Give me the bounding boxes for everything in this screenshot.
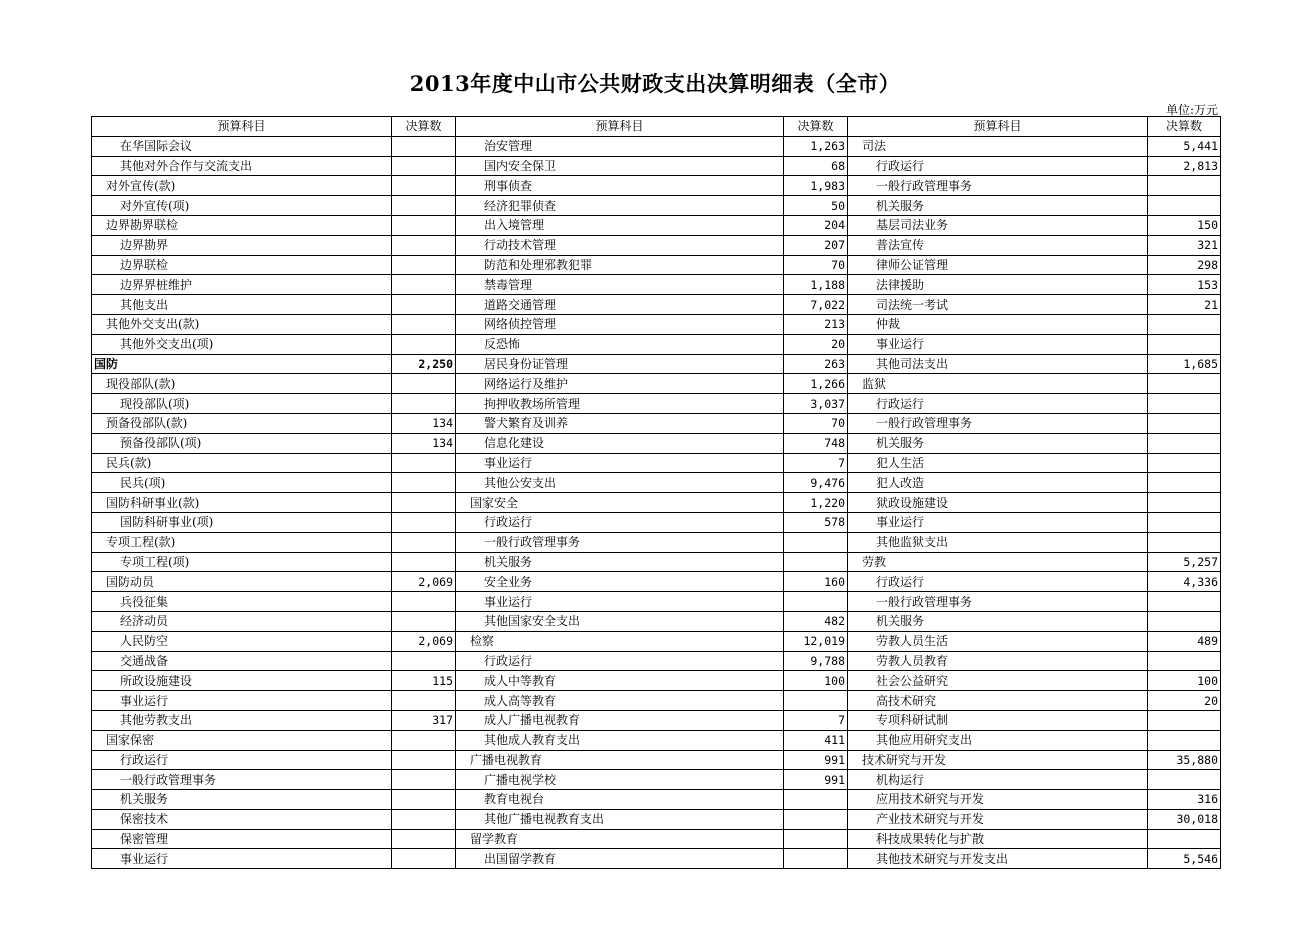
table-row — [92, 532, 1221, 552]
subject-cell: 行政运行 — [456, 512, 784, 532]
amount-cell — [1148, 473, 1221, 493]
subject-cell: 民兵(项) — [92, 473, 392, 493]
subject-cell: 警犬繁育及训养 — [456, 413, 784, 433]
subject-cell: 一般行政管理事务 — [92, 770, 392, 790]
table-row — [92, 710, 1221, 730]
subject-cell: 其他支出 — [92, 295, 392, 315]
subject-cell: 现役部队(项) — [92, 394, 392, 414]
amount-cell: 160 — [784, 572, 848, 592]
subject-cell: 所政设施建设 — [92, 671, 392, 691]
subject-cell: 一般行政管理事务 — [848, 176, 1148, 196]
table-row — [92, 651, 1221, 671]
amount-cell — [392, 334, 456, 354]
table-row — [92, 849, 1221, 869]
subject-cell: 安全业务 — [456, 572, 784, 592]
subject-cell: 边界勘界 — [92, 235, 392, 255]
table-row — [92, 592, 1221, 612]
amount-cell — [392, 691, 456, 711]
table-row — [92, 196, 1221, 216]
subject-cell: 其他广播电视教育支出 — [456, 809, 784, 829]
table-row — [92, 770, 1221, 790]
amount-cell — [1148, 334, 1221, 354]
subject-cell: 行政运行 — [848, 394, 1148, 414]
amount-cell — [392, 453, 456, 473]
table-row — [92, 473, 1221, 493]
subject-cell: 普法宣传 — [848, 235, 1148, 255]
subject-cell: 成人中等教育 — [456, 671, 784, 691]
subject-cell: 信息化建设 — [456, 433, 784, 453]
subject-cell: 对外宣传(款) — [92, 176, 392, 196]
amount-cell: 482 — [784, 611, 848, 631]
header-amount-1: 决算数 — [392, 117, 456, 137]
unit-label: 单位:万元 — [1165, 103, 1218, 117]
subject-cell: 行动技术管理 — [456, 235, 784, 255]
table-row — [92, 493, 1221, 513]
amount-cell — [1148, 592, 1221, 612]
subject-cell: 产业技术研究与开发 — [848, 809, 1148, 829]
subject-cell: 其他对外合作与交流支出 — [92, 156, 392, 176]
amount-cell: 263 — [784, 354, 848, 374]
amount-cell — [392, 275, 456, 295]
table-row — [92, 730, 1221, 750]
subject-cell: 边界联检 — [92, 255, 392, 275]
amount-cell — [392, 611, 456, 631]
subject-cell: 预备役部队(项) — [92, 433, 392, 453]
amount-cell — [1148, 196, 1221, 216]
subject-cell: 基层司法业务 — [848, 215, 1148, 235]
subject-cell: 刑事侦查 — [456, 176, 784, 196]
subject-cell: 技术研究与开发 — [848, 750, 1148, 770]
amount-cell — [392, 394, 456, 414]
amount-cell — [1148, 770, 1221, 790]
amount-cell — [1148, 829, 1221, 849]
amount-cell: 20 — [1148, 691, 1221, 711]
amount-cell — [392, 314, 456, 334]
subject-cell: 机构运行 — [848, 770, 1148, 790]
amount-cell — [784, 552, 848, 572]
subject-cell: 机关服务 — [92, 790, 392, 810]
amount-cell: 35,880 — [1148, 750, 1221, 770]
subject-cell: 机关服务 — [848, 433, 1148, 453]
amount-cell — [392, 136, 456, 156]
amount-cell — [1148, 532, 1221, 552]
amount-cell — [392, 552, 456, 572]
amount-cell — [784, 809, 848, 829]
amount-cell: 12,019 — [784, 631, 848, 651]
header-amount-2: 决算数 — [784, 117, 848, 137]
amount-cell: 9,788 — [784, 651, 848, 671]
subject-cell: 专项工程(款) — [92, 532, 392, 552]
amount-cell: 7,022 — [784, 295, 848, 315]
amount-cell: 134 — [392, 433, 456, 453]
subject-cell: 事业运行 — [92, 849, 392, 869]
amount-cell: 5,546 — [1148, 849, 1221, 869]
amount-cell: 9,476 — [784, 473, 848, 493]
subject-cell: 边界界桩维护 — [92, 275, 392, 295]
subject-cell: 司法 — [848, 136, 1148, 156]
amount-cell — [392, 235, 456, 255]
subject-cell: 出入境管理 — [456, 215, 784, 235]
subject-cell: 劳教人员教育 — [848, 651, 1148, 671]
amount-cell — [1148, 710, 1221, 730]
amount-cell: 68 — [784, 156, 848, 176]
amount-cell — [392, 651, 456, 671]
amount-cell: 2,813 — [1148, 156, 1221, 176]
amount-cell: 748 — [784, 433, 848, 453]
subject-cell: 治安管理 — [456, 136, 784, 156]
subject-cell: 国防 — [92, 354, 392, 374]
subject-cell: 成人广播电视教育 — [456, 710, 784, 730]
subject-cell: 监狱 — [848, 374, 1148, 394]
amount-cell: 134 — [392, 413, 456, 433]
subject-cell: 拘押收教场所管理 — [456, 394, 784, 414]
amount-cell: 70 — [784, 413, 848, 433]
table-row — [92, 512, 1221, 532]
subject-cell: 应用技术研究与开发 — [848, 790, 1148, 810]
amount-cell — [1148, 394, 1221, 414]
amount-cell: 2,069 — [392, 572, 456, 592]
subject-cell: 保密管理 — [92, 829, 392, 849]
amount-cell: 3,037 — [784, 394, 848, 414]
table-row — [92, 215, 1221, 235]
subject-cell: 行政运行 — [456, 651, 784, 671]
amount-cell — [392, 512, 456, 532]
table-row — [92, 136, 1221, 156]
table-row — [92, 413, 1221, 433]
amount-cell — [392, 809, 456, 829]
amount-cell — [1148, 493, 1221, 513]
subject-cell: 事业运行 — [92, 691, 392, 711]
amount-cell: 1,188 — [784, 275, 848, 295]
subject-cell: 犯人生活 — [848, 453, 1148, 473]
subject-cell: 劳教 — [848, 552, 1148, 572]
table-row — [92, 809, 1221, 829]
amount-cell: 4,336 — [1148, 572, 1221, 592]
amount-cell — [392, 770, 456, 790]
subject-cell: 国防科研事业(款) — [92, 493, 392, 513]
subject-cell: 其他外交支出(款) — [92, 314, 392, 334]
header-subject-3: 预算科目 — [848, 117, 1148, 137]
subject-cell: 法律援助 — [848, 275, 1148, 295]
header-subject-1: 预算科目 — [92, 117, 392, 137]
amount-cell: 100 — [784, 671, 848, 691]
amount-cell — [784, 592, 848, 612]
subject-cell: 居民身份证管理 — [456, 354, 784, 374]
subject-cell: 犯人改造 — [848, 473, 1148, 493]
table-body — [92, 136, 1221, 868]
subject-cell: 教育电视台 — [456, 790, 784, 810]
amount-cell: 2,250 — [392, 354, 456, 374]
subject-cell: 其他国家安全支出 — [456, 611, 784, 631]
table-row — [92, 750, 1221, 770]
expenditure-table — [91, 116, 1221, 869]
amount-cell — [1148, 433, 1221, 453]
amount-cell: 2,069 — [392, 631, 456, 651]
subject-cell: 保密技术 — [92, 809, 392, 829]
table-row — [92, 790, 1221, 810]
subject-cell: 事业运行 — [848, 334, 1148, 354]
subject-cell: 预备役部队(款) — [92, 413, 392, 433]
amount-cell: 317 — [392, 710, 456, 730]
subject-cell: 现役部队(款) — [92, 374, 392, 394]
subject-cell: 机关服务 — [848, 611, 1148, 631]
amount-cell: 5,441 — [1148, 136, 1221, 156]
amount-cell — [392, 592, 456, 612]
table-row — [92, 334, 1221, 354]
subject-cell: 道路交通管理 — [456, 295, 784, 315]
table-row — [92, 611, 1221, 631]
amount-cell: 321 — [1148, 235, 1221, 255]
amount-cell: 150 — [1148, 215, 1221, 235]
table-row — [92, 671, 1221, 691]
subject-cell: 事业运行 — [456, 592, 784, 612]
subject-cell: 网络运行及维护 — [456, 374, 784, 394]
subject-cell: 劳教人员生活 — [848, 631, 1148, 651]
table-row — [92, 314, 1221, 334]
header-subject-2: 预算科目 — [456, 117, 784, 137]
amount-cell — [392, 215, 456, 235]
amount-cell — [1148, 453, 1221, 473]
amount-cell — [1148, 512, 1221, 532]
subject-cell: 一般行政管理事务 — [848, 413, 1148, 433]
amount-cell — [1148, 611, 1221, 631]
amount-cell: 70 — [784, 255, 848, 275]
subject-cell: 律师公证管理 — [848, 255, 1148, 275]
subject-cell: 禁毒管理 — [456, 275, 784, 295]
subject-cell: 科技成果转化与扩散 — [848, 829, 1148, 849]
amount-cell: 5,257 — [1148, 552, 1221, 572]
amount-cell — [784, 691, 848, 711]
subject-cell: 其他外交支出(项) — [92, 334, 392, 354]
amount-cell: 7 — [784, 710, 848, 730]
amount-cell — [392, 493, 456, 513]
subject-cell: 机关服务 — [848, 196, 1148, 216]
subject-cell: 国内安全保卫 — [456, 156, 784, 176]
subject-cell: 经济动员 — [92, 611, 392, 631]
amount-cell: 411 — [784, 730, 848, 750]
table-row — [92, 156, 1221, 176]
amount-cell: 20 — [784, 334, 848, 354]
subject-cell: 广播电视学校 — [456, 770, 784, 790]
amount-cell — [392, 473, 456, 493]
amount-cell — [392, 295, 456, 315]
amount-cell — [784, 849, 848, 869]
amount-cell — [1148, 374, 1221, 394]
subject-cell: 其他劳教支出 — [92, 710, 392, 730]
subject-cell: 机关服务 — [456, 552, 784, 572]
amount-cell — [784, 829, 848, 849]
table-row — [92, 572, 1221, 592]
amount-cell — [392, 156, 456, 176]
subject-cell: 国家保密 — [92, 730, 392, 750]
subject-cell: 检察 — [456, 631, 784, 651]
amount-cell — [1148, 651, 1221, 671]
subject-cell: 成人高等教育 — [456, 691, 784, 711]
table-row — [92, 275, 1221, 295]
subject-cell: 事业运行 — [848, 512, 1148, 532]
table-row — [92, 691, 1221, 711]
subject-cell: 司法统一考试 — [848, 295, 1148, 315]
page-title: 2013年度中山市公共财政支出决算明细表（全市） — [409, 71, 901, 96]
subject-cell: 高技术研究 — [848, 691, 1148, 711]
amount-cell — [392, 790, 456, 810]
amount-cell: 1,220 — [784, 493, 848, 513]
subject-cell: 国防科研事业(项) — [92, 512, 392, 532]
subject-cell: 其他技术研究与开发支出 — [848, 849, 1148, 869]
subject-cell: 留学教育 — [456, 829, 784, 849]
subject-cell: 其他司法支出 — [848, 354, 1148, 374]
amount-cell: 30,018 — [1148, 809, 1221, 829]
subject-cell: 出国留学教育 — [456, 849, 784, 869]
subject-cell: 对外宣传(项) — [92, 196, 392, 216]
amount-cell — [392, 532, 456, 552]
amount-cell: 207 — [784, 235, 848, 255]
amount-cell — [1148, 730, 1221, 750]
amount-cell: 100 — [1148, 671, 1221, 691]
subject-cell: 其他成人教育支出 — [456, 730, 784, 750]
subject-cell: 其他监狱支出 — [848, 532, 1148, 552]
subject-cell: 在华国际会议 — [92, 136, 392, 156]
table-row — [92, 631, 1221, 651]
subject-cell: 专项工程(项) — [92, 552, 392, 572]
amount-cell — [1148, 176, 1221, 196]
amount-cell: 21 — [1148, 295, 1221, 315]
subject-cell: 社会公益研究 — [848, 671, 1148, 691]
amount-cell — [392, 829, 456, 849]
subject-cell: 狱政设施建设 — [848, 493, 1148, 513]
subject-cell: 广播电视教育 — [456, 750, 784, 770]
subject-cell: 网络侦控管理 — [456, 314, 784, 334]
amount-cell: 489 — [1148, 631, 1221, 651]
amount-cell: 1,983 — [784, 176, 848, 196]
table-header-row — [92, 117, 1221, 137]
table-row — [92, 394, 1221, 414]
amount-cell: 298 — [1148, 255, 1221, 275]
table-row — [92, 295, 1221, 315]
subject-cell: 反恐怖 — [456, 334, 784, 354]
subject-cell: 行政运行 — [92, 750, 392, 770]
amount-cell — [392, 730, 456, 750]
subject-cell: 一般行政管理事务 — [456, 532, 784, 552]
amount-cell: 991 — [784, 750, 848, 770]
amount-cell: 115 — [392, 671, 456, 691]
amount-cell: 316 — [1148, 790, 1221, 810]
amount-cell: 50 — [784, 196, 848, 216]
subject-cell: 交通战备 — [92, 651, 392, 671]
amount-cell — [392, 374, 456, 394]
amount-cell — [784, 790, 848, 810]
table-row — [92, 433, 1221, 453]
subject-cell: 一般行政管理事务 — [848, 592, 1148, 612]
amount-cell — [392, 176, 456, 196]
subject-cell: 国家安全 — [456, 493, 784, 513]
table-row — [92, 235, 1221, 255]
amount-cell: 7 — [784, 453, 848, 473]
amount-cell: 213 — [784, 314, 848, 334]
subject-cell: 民兵(款) — [92, 453, 392, 473]
table-row — [92, 552, 1221, 572]
subject-cell: 仲裁 — [848, 314, 1148, 334]
subject-cell: 行政运行 — [848, 572, 1148, 592]
subject-cell: 防范和处理邪教犯罪 — [456, 255, 784, 275]
amount-cell: 578 — [784, 512, 848, 532]
amount-cell: 153 — [1148, 275, 1221, 295]
subject-cell: 其他应用研究支出 — [848, 730, 1148, 750]
amount-cell — [392, 255, 456, 275]
amount-cell: 1,266 — [784, 374, 848, 394]
subject-cell: 经济犯罪侦查 — [456, 196, 784, 216]
subject-cell: 其他公安支出 — [456, 473, 784, 493]
subject-cell: 专项科研试制 — [848, 710, 1148, 730]
subject-cell: 兵役征集 — [92, 592, 392, 612]
table-row — [92, 453, 1221, 473]
amount-cell: 991 — [784, 770, 848, 790]
table-row — [92, 829, 1221, 849]
table-row — [92, 176, 1221, 196]
table-row — [92, 255, 1221, 275]
table-row — [92, 354, 1221, 374]
subject-cell: 人民防空 — [92, 631, 392, 651]
subject-cell: 国防动员 — [92, 572, 392, 592]
header-amount-3: 决算数 — [1148, 117, 1221, 137]
amount-cell — [392, 196, 456, 216]
subject-cell: 行政运行 — [848, 156, 1148, 176]
amount-cell — [784, 532, 848, 552]
subject-cell: 事业运行 — [456, 453, 784, 473]
amount-cell: 1,685 — [1148, 354, 1221, 374]
amount-cell: 1,263 — [784, 136, 848, 156]
table-row — [92, 374, 1221, 394]
amount-cell: 204 — [784, 215, 848, 235]
amount-cell — [1148, 413, 1221, 433]
amount-cell — [392, 849, 456, 869]
amount-cell — [392, 750, 456, 770]
amount-cell — [1148, 314, 1221, 334]
subject-cell: 边界勘界联检 — [92, 215, 392, 235]
